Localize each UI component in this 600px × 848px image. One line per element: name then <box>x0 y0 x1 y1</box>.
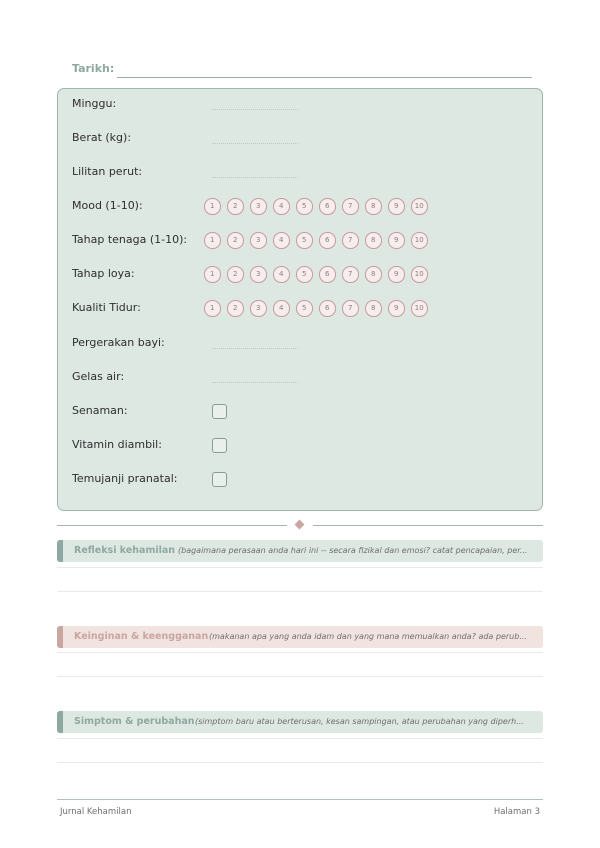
rating-circle[interactable]: 8 <box>365 232 382 249</box>
rating-circle[interactable]: 5 <box>296 266 313 283</box>
date-label: Tarikh: <box>72 62 115 75</box>
field-baby-movement-label: Pergerakan bayi: <box>72 336 165 349</box>
section-accent-bar <box>57 711 63 733</box>
writing-line[interactable] <box>57 567 543 568</box>
field-water-input[interactable] <box>212 382 298 383</box>
rating-circle[interactable]: 7 <box>342 266 359 283</box>
rating-circle[interactable]: 1 <box>204 198 221 215</box>
rating-circle[interactable]: 3 <box>250 232 267 249</box>
section-reflection-hint: (bagaimana perasaan anda hari ini -- secara fizikal dan emosi? catat pencapaian, per... <box>178 546 528 555</box>
rating-circle[interactable]: 5 <box>296 232 313 249</box>
rating-circle[interactable]: 1 <box>204 232 221 249</box>
rating-circle[interactable]: 8 <box>365 198 382 215</box>
section-symptoms-hint: (simptom baru atau berterusan, kesan sampingan, atau perubahan yang diperh... <box>195 717 524 726</box>
rating-circle[interactable]: 4 <box>273 232 290 249</box>
sleep-scale <box>204 298 428 320</box>
field-week <box>72 94 532 116</box>
writing-line[interactable] <box>57 652 543 653</box>
field-exercise <box>72 401 532 423</box>
field-water-label: Gelas air: <box>72 370 125 383</box>
field-weight-input[interactable] <box>212 143 298 144</box>
section-accent-bar <box>57 626 63 648</box>
vitamins-checkbox[interactable] <box>212 438 227 453</box>
writing-line[interactable] <box>57 591 543 592</box>
field-week-input[interactable] <box>212 109 298 110</box>
rating-circle[interactable]: 8 <box>365 300 382 317</box>
rating-circle[interactable]: 2 <box>227 300 244 317</box>
rating-circle[interactable]: 6 <box>319 198 336 215</box>
rating-circle[interactable]: 6 <box>319 266 336 283</box>
field-belly-input[interactable] <box>212 177 298 178</box>
rating-circle[interactable]: 4 <box>273 198 290 215</box>
section-symptoms <box>57 711 543 733</box>
date-row <box>72 62 532 80</box>
energy-scale <box>204 230 428 252</box>
field-weight <box>72 128 532 150</box>
field-vitamins <box>72 435 532 457</box>
field-baby-movement-input[interactable] <box>212 348 298 349</box>
rating-circle[interactable]: 7 <box>342 300 359 317</box>
footer-rule <box>57 799 543 800</box>
rating-circle[interactable]: 3 <box>250 300 267 317</box>
field-belly <box>72 162 532 184</box>
divider-line-left <box>57 525 287 526</box>
field-nausea <box>72 264 532 286</box>
rating-circle[interactable]: 9 <box>388 232 405 249</box>
writing-line[interactable] <box>57 762 543 763</box>
field-weight-label: Berat (kg): <box>72 131 132 144</box>
section-accent-bar <box>57 540 63 562</box>
date-input-line[interactable] <box>117 77 532 78</box>
field-sleep-label: Kualiti Tidur: <box>72 301 141 314</box>
footer-journal-title: Jurnal Kehamilan <box>60 807 132 817</box>
section-reflection-title: Refleksi kehamilan <box>74 545 176 556</box>
rating-circle[interactable]: 3 <box>250 198 267 215</box>
field-baby-movement <box>72 333 532 355</box>
rating-circle[interactable]: 2 <box>227 198 244 215</box>
rating-circle[interactable]: 2 <box>227 232 244 249</box>
footer-page-number: Halaman 3 <box>493 807 540 817</box>
field-prenatal-label: Temujanji pranatal: <box>72 472 178 485</box>
rating-circle[interactable]: 8 <box>365 266 382 283</box>
nausea-scale <box>204 264 428 286</box>
field-exercise-label: Senaman: <box>72 404 128 417</box>
rating-circle[interactable]: 9 <box>388 198 405 215</box>
rating-circle[interactable]: 6 <box>319 300 336 317</box>
field-prenatal <box>72 469 532 491</box>
divider-line-right <box>313 525 543 526</box>
field-week-label: Minggu: <box>72 97 117 110</box>
field-mood <box>72 196 532 218</box>
section-divider <box>57 521 543 531</box>
writing-line[interactable] <box>57 738 543 739</box>
field-belly-label: Lilitan perut: <box>72 165 143 178</box>
field-vitamins-label: Vitamin diambil: <box>72 438 162 451</box>
section-cravings-title: Keinginan & keengganan <box>74 631 209 642</box>
exercise-checkbox[interactable] <box>212 404 227 419</box>
rating-circle[interactable]: 6 <box>319 232 336 249</box>
section-cravings-hint: (makanan apa yang anda idam dan yang mana memualkan anda? ada perub... <box>209 632 527 641</box>
field-water <box>72 367 532 389</box>
rating-circle[interactable]: 10 <box>411 300 428 317</box>
rating-circle[interactable]: 4 <box>273 300 290 317</box>
rating-circle[interactable]: 2 <box>227 266 244 283</box>
rating-circle[interactable]: 10 <box>411 232 428 249</box>
rating-circle[interactable]: 7 <box>342 198 359 215</box>
diamond-icon <box>295 520 305 530</box>
section-reflection <box>57 540 543 562</box>
field-energy-label: Tahap tenaga (1-10): <box>72 233 188 246</box>
section-cravings <box>57 626 543 648</box>
field-mood-label: Mood (1-10): <box>72 199 143 212</box>
rating-circle[interactable]: 3 <box>250 266 267 283</box>
rating-circle[interactable]: 1 <box>204 300 221 317</box>
rating-circle[interactable]: 4 <box>273 266 290 283</box>
rating-circle[interactable]: 9 <box>388 266 405 283</box>
rating-circle[interactable]: 5 <box>296 300 313 317</box>
rating-circle[interactable]: 1 <box>204 266 221 283</box>
field-energy <box>72 230 532 252</box>
rating-circle[interactable]: 9 <box>388 300 405 317</box>
section-symptoms-title: Simptom & perubahan <box>74 716 195 727</box>
rating-circle[interactable]: 10 <box>411 266 428 283</box>
rating-circle[interactable]: 10 <box>411 198 428 215</box>
rating-circle[interactable]: 5 <box>296 198 313 215</box>
rating-circle[interactable]: 7 <box>342 232 359 249</box>
writing-line[interactable] <box>57 676 543 677</box>
daily-tracker-panel <box>57 88 543 511</box>
mood-scale <box>204 196 428 218</box>
field-nausea-label: Tahap loya: <box>72 267 135 280</box>
prenatal-checkbox[interactable] <box>212 472 227 487</box>
field-sleep <box>72 298 532 320</box>
